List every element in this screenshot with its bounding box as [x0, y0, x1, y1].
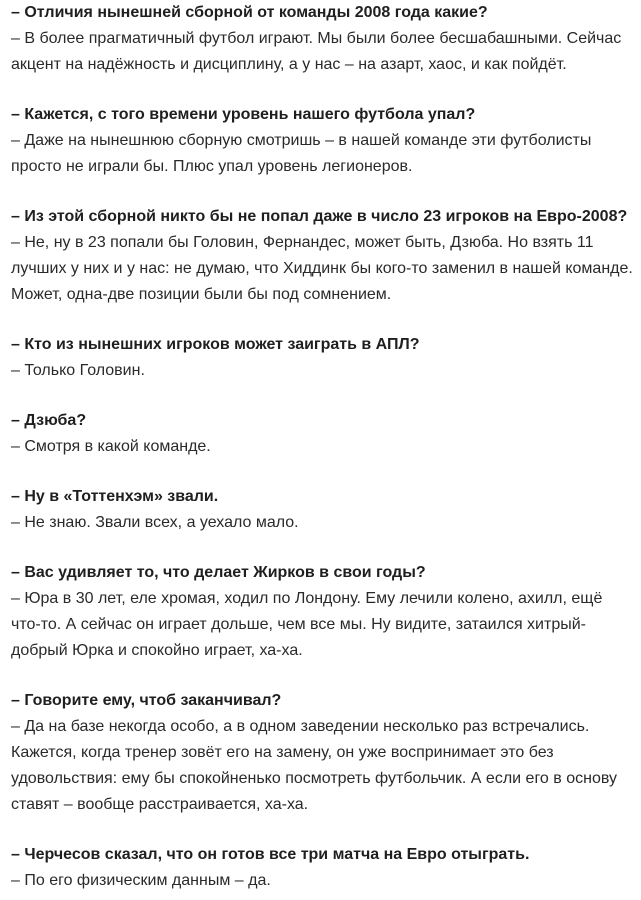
interview-answer: – Не, ну в 23 попали бы Головин, Фернандес, может быть, Дзюба. Но взять 11 лучших у них и у нас: не думаю, что Хиддинк бы кого-то заменил в нашей команде. Может, одна-две позиции были бы под сомнением.: [11, 234, 633, 303]
interview-question: – Из этой сборной никто бы не попал даже в число 23 игроков на Евро-2008?: [11, 208, 628, 225]
interview-answer: – Да на базе некогда особо, а в одном заведении несколько раз встречались. Кажется, когда тренер зовёт его на замену, он уже воспринимает это без удовольствия: ему бы спокойненько посмотреть футбольчик. А если его в основу ставят – вообще расстраивается, ха-ха.: [11, 718, 617, 813]
interview-question: – Ну в «Тоттенхэм» звали.: [11, 488, 219, 505]
interview-question: – Кажется, с того времени уровень нашего футбола упал?: [11, 106, 476, 123]
interview-question: – Вас удивляет то, что делает Жирков в свои годы?: [11, 564, 426, 581]
qa-block: [11, 204, 633, 308]
interview-answer: – По его физическим данным – да.: [11, 872, 271, 889]
interview-question: – Кто из нынешних игроков может заиграть в АПЛ?: [11, 336, 420, 353]
interview-answer: – Даже на нынешнюю сборную смотришь – в нашей команде эти футболисты просто не играли бы. Плюс упал уровень легионеров.: [11, 132, 592, 175]
interview-question: – Отличия нынешней сборной от команды 2008 года какие?: [11, 4, 488, 21]
interview-answer: – Не знаю. Звали всех, а уехало мало.: [11, 514, 299, 531]
qa-block: [11, 484, 633, 536]
qa-block: [11, 332, 633, 384]
interview-question: – Дзюба?: [11, 412, 87, 429]
interview-answer: – Смотря в какой команде.: [11, 438, 211, 455]
interview-answer: – Юра в 30 лет, еле хромая, ходил по Лондону. Ему лечили колено, ахилл, ещё что-то. А сейчас он играет дольше, чем все мы. Ну видите, затаился хитрый-добрый Юрка и спокойно играет, ха-ха.: [11, 590, 603, 659]
qa-block: [11, 408, 633, 460]
interview-answer: – Только Головин.: [11, 362, 145, 379]
qa-block: [11, 560, 633, 664]
qa-block: [11, 688, 633, 818]
qa-block: [11, 0, 633, 78]
qa-block: [11, 102, 633, 180]
interview-answer: – В более прагматичный футбол играют. Мы были более бесшабашными. Сейчас акцент на надёжность и дисциплину, а у нас – на азарт, хаос, и как пойдёт.: [11, 30, 622, 73]
interview-question: – Говорите ему, чтоб заканчивал?: [11, 692, 282, 709]
qa-block: [11, 842, 633, 894]
interview-question: – Черчесов сказал, что он готов все три матча на Евро отыграть.: [11, 846, 530, 863]
